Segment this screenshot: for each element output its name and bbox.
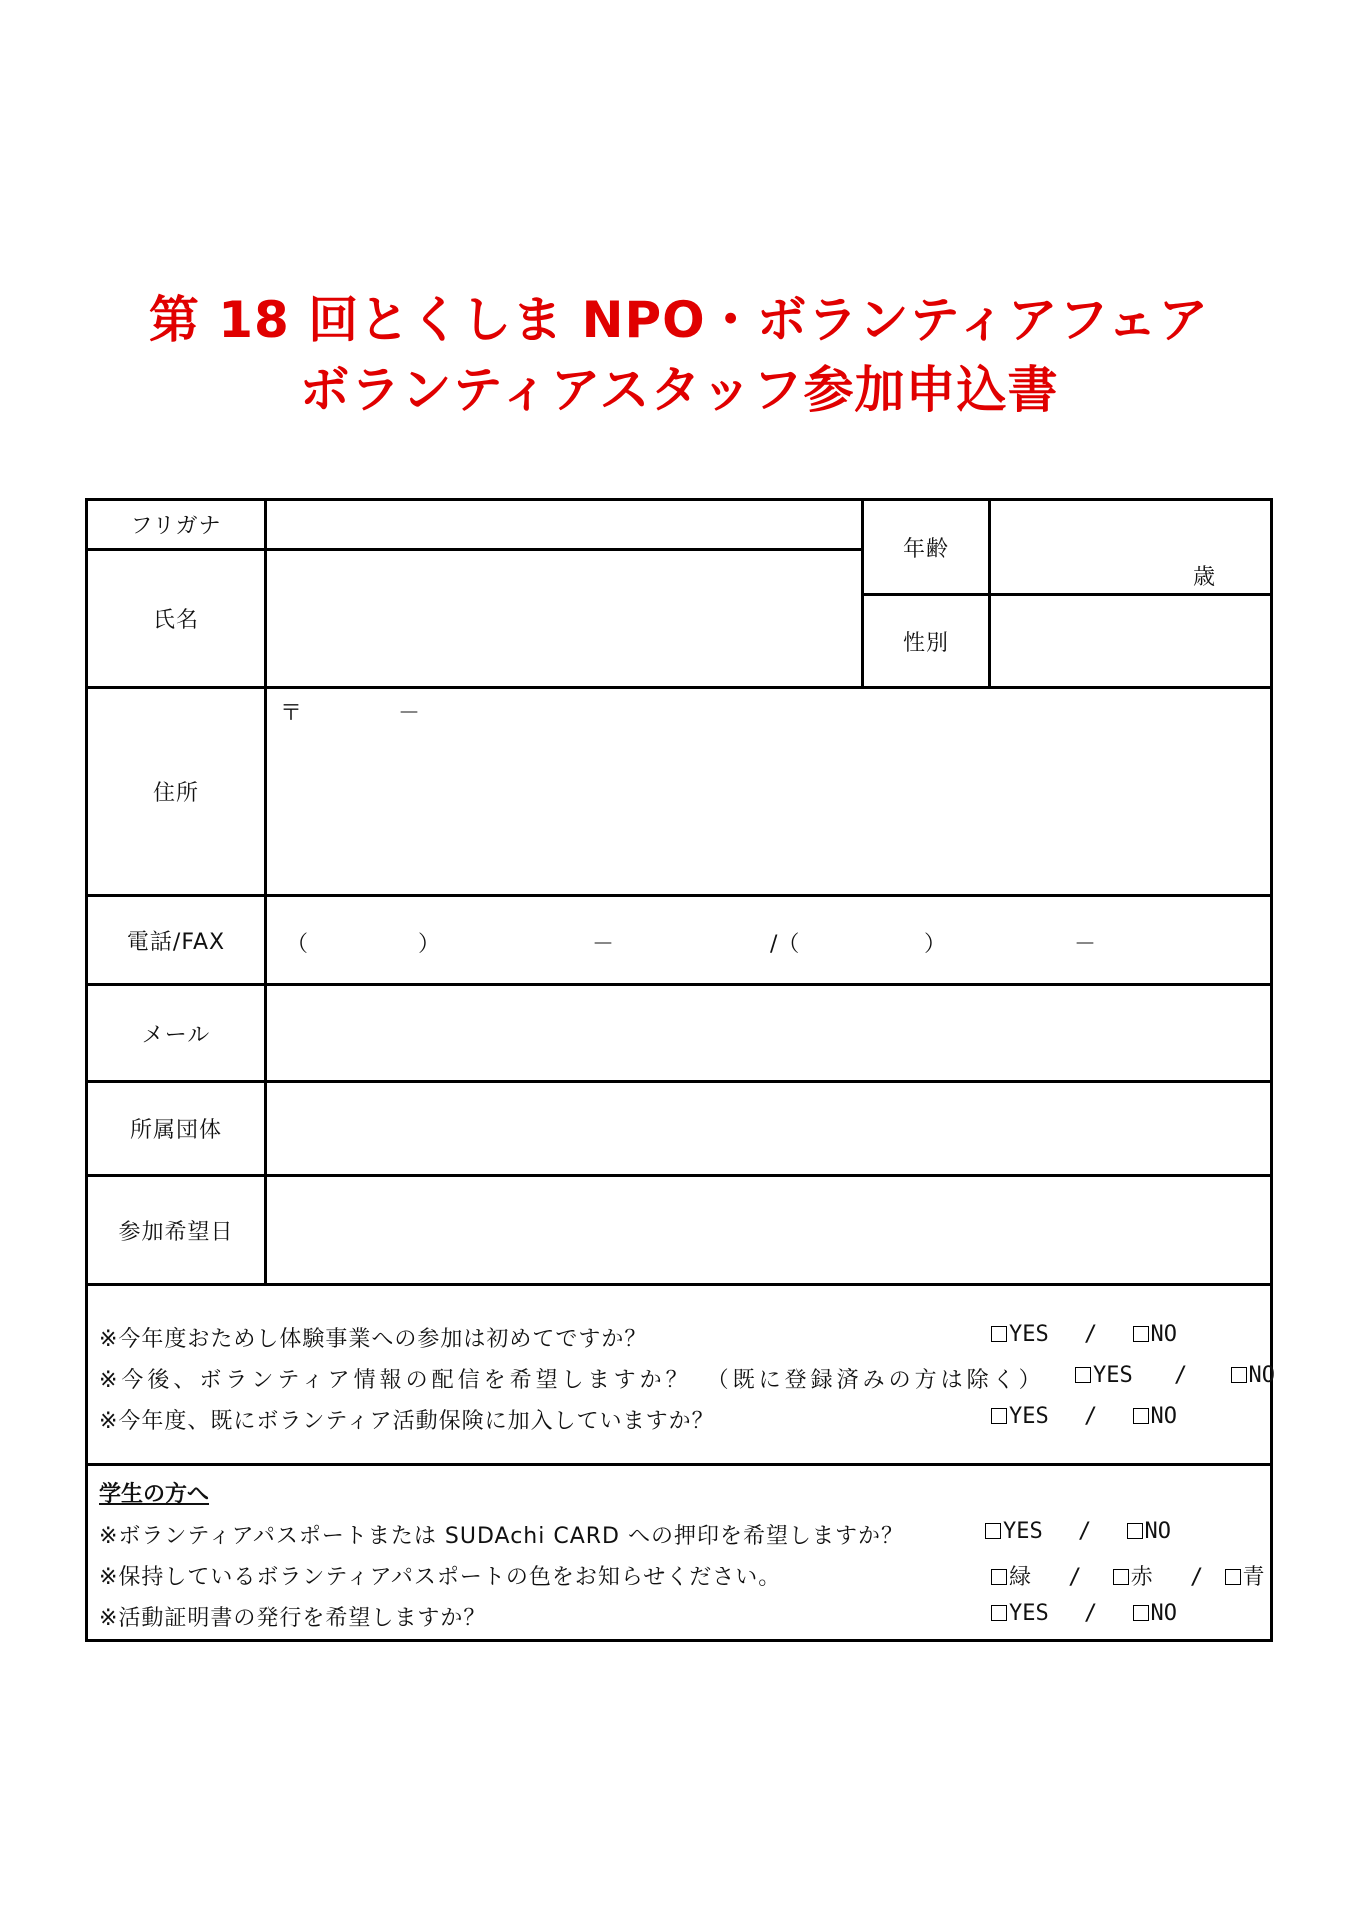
postal-dash: － <box>398 701 421 726</box>
blue-label: 青 <box>1242 1565 1265 1590</box>
furigana-label: フリガナ <box>130 514 222 539</box>
org-input[interactable] <box>264 1080 1273 1177</box>
date-label: 参加希望日 <box>118 1219 234 1245</box>
no-label: NO <box>1150 1601 1177 1626</box>
yes-checkbox[interactable] <box>991 1408 1007 1424</box>
option-separator: / <box>1068 1565 1082 1590</box>
phone-area-open: （ <box>286 932 309 957</box>
yes-checkbox[interactable] <box>991 1605 1007 1621</box>
option-separator: / <box>1078 1519 1092 1544</box>
question-insurance-options <box>991 1404 1177 1429</box>
phone-area-close: ） <box>418 932 441 957</box>
yes-checkbox[interactable] <box>985 1523 1001 1539</box>
fax-dash: － <box>1074 932 1097 957</box>
question-passport-stamp: ※ボランティアパスポートまたは SUDAchi CARD への押印を希望しますか？ <box>99 1524 904 1549</box>
age-label: 年齢 <box>902 536 949 562</box>
yes-label: YES <box>1009 1601 1049 1626</box>
option-separator: / <box>1174 1363 1188 1388</box>
yes-checkbox[interactable] <box>991 1326 1007 1342</box>
no-label: NO <box>1248 1363 1275 1388</box>
question-first-time-options <box>991 1322 1177 1347</box>
green-checkbox[interactable] <box>991 1569 1007 1585</box>
no-checkbox[interactable] <box>1127 1523 1143 1539</box>
yes-checkbox[interactable] <box>1075 1367 1091 1383</box>
green-label: 緑 <box>1009 1565 1032 1590</box>
no-label: NO <box>1150 1404 1177 1429</box>
no-checkbox[interactable] <box>1133 1408 1149 1424</box>
blue-checkbox[interactable] <box>1225 1569 1241 1585</box>
question-newsletter: ※今後、ボランティア情報の配信を希望しますか？ （既に登録済みの方は除く） <box>99 1368 1045 1393</box>
no-label: NO <box>1144 1519 1171 1544</box>
phone-label: 電話/FAX <box>126 929 226 955</box>
no-label: NO <box>1150 1322 1177 1347</box>
fax-area-close: ） <box>924 932 947 957</box>
org-label: 所属団体 <box>129 1118 222 1143</box>
name-label: 氏名 <box>152 608 199 633</box>
question-passport-color: ※保持しているボランティアパスポートの色をお知らせください。 <box>99 1565 782 1590</box>
furigana-input[interactable] <box>264 498 864 551</box>
no-checkbox[interactable] <box>1231 1367 1247 1383</box>
page-title: 第 18 回とくしま NPO・ボランティアフェア <box>148 291 1210 349</box>
question-passport-color-options <box>991 1560 1265 1591</box>
phone-fax-input[interactable] <box>264 894 1273 986</box>
question-first-time: ※今年度おためし体験事業への参加は初めてですか？ <box>99 1327 648 1352</box>
question-newsletter-options <box>1075 1363 1275 1388</box>
question-insurance: ※今年度、既にボランティア活動保険に加入していますか？ <box>99 1409 715 1434</box>
no-checkbox[interactable] <box>1133 1326 1149 1342</box>
question-certificate-options <box>991 1601 1177 1626</box>
email-input[interactable] <box>264 983 1273 1083</box>
option-separator: / <box>1084 1601 1098 1626</box>
yes-label: YES <box>1003 1519 1043 1544</box>
age-unit: 歳 <box>1193 565 1216 590</box>
age-input[interactable] <box>988 498 1273 596</box>
students-heading: 学生の方へ <box>99 1482 210 1507</box>
no-checkbox[interactable] <box>1133 1605 1149 1621</box>
phone-dash: － <box>592 932 615 957</box>
yes-label: YES <box>1009 1322 1049 1347</box>
yes-label: YES <box>1009 1404 1049 1429</box>
red-label: 赤 <box>1130 1565 1153 1590</box>
gender-input[interactable] <box>988 593 1273 689</box>
email-label: メール <box>141 1022 211 1048</box>
postal-mark: 〒 <box>280 701 303 726</box>
gender-label: 性別 <box>902 630 949 656</box>
question-certificate: ※活動証明書の発行を希望しますか？ <box>99 1606 487 1631</box>
yes-label: YES <box>1093 1363 1133 1388</box>
option-separator: / <box>1084 1322 1098 1347</box>
red-checkbox[interactable] <box>1113 1569 1129 1585</box>
address-label: 住所 <box>152 781 199 806</box>
option-separator: / <box>1084 1404 1098 1429</box>
date-input[interactable] <box>264 1174 1273 1286</box>
fax-area-open: /（ <box>770 932 800 957</box>
option-separator: / <box>1190 1565 1204 1590</box>
question-passport-stamp-options <box>985 1519 1171 1544</box>
name-input[interactable] <box>264 548 864 689</box>
page-subtitle: ボランティアスタッフ参加申込書 <box>299 361 1059 419</box>
